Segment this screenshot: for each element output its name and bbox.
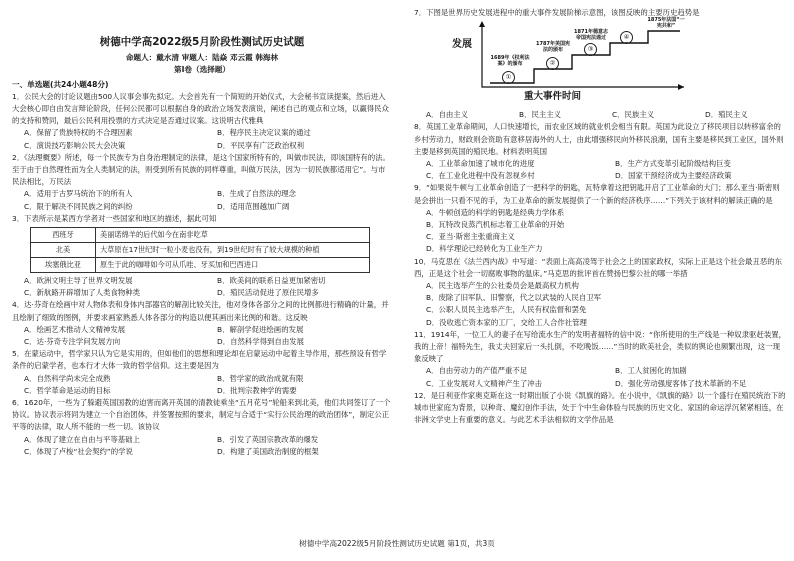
option-c[interactable]: C．限于解决不同民族之间的纠纷 xyxy=(24,201,133,211)
option-b[interactable]: B．生产方式变革引起阶级结构巨变 xyxy=(615,159,731,169)
option-d[interactable]: D．殖民主义 xyxy=(705,110,748,120)
option-a[interactable]: A．欧洲文明主导了世界文明发展 xyxy=(24,276,133,286)
option-b[interactable]: B．哲学家的政治成就有限 xyxy=(217,373,304,383)
step-3-label: 1871年德意志帝国宪法通过 xyxy=(574,29,608,42)
question-1-stem: 1．公民大会的讨论议题由500人议事会事先拟定。大会首先有一个简短的开始仪式，大会秘书宣读提案，然后进入大会核心即自由发言辩论阶段，任何公民都可以根据自身的政治立场发表演说，阐述自己的观点和立场，以赢得民众的支持和赞同，最后公民利用投票的方式决定是否通过议案。这说明古代雅典 xyxy=(12,91,389,126)
question-6-stem: 6．1620年，一些为了躲避英国国教的迫害而离开英国的清教徒乘坐“五月花号”轮船来到北美，他们共同签订了一个协议。协议表示将同为建立一个自治团体，并签署按照的要求，制定与合适于“实行公民治理的政治团体”，制定公正平等的法律，取人所不能的一些一切。该协议 xyxy=(12,398,391,432)
option-b[interactable]: B．废除了旧军队、旧警察，代之以武装的人民自卫军 xyxy=(426,293,602,303)
option-a[interactable]: A．民主选举产生的公社委员会是最高权力机构 xyxy=(426,281,579,291)
question-11-stem: 11．1914年，一位工人的妻子在写给流水生产的发明者福特的信中说：“你所使用的生产线是一种奴隶驱赶装置，我的上帝！福特先生，我丈夫回家后一头扎倒，不吃晚饭……”当时的欧美社会，类似的舆论也频繁出现，这一现象反映了 xyxy=(414,329,787,364)
option-b[interactable]: B．民主主义 xyxy=(519,110,562,120)
option-a[interactable]: A．自由主义 xyxy=(426,110,469,120)
question-3-options xyxy=(12,275,392,299)
question-2-stem: 2．《法理概要》所述，每一个民族专为自身治理制定的法律，是这个国家所特有的，叫做市民法，即该国特有的法。至于由于自然理性而为全人类制定的法，则受到所有民族的同样尊重，叫做万民法，因为一切民族都适用它”。与市民法相比，万民法 xyxy=(12,152,390,187)
question-3-table xyxy=(30,227,370,273)
option-b[interactable]: B．生成了自然法的理念 xyxy=(217,189,296,199)
question-1-options xyxy=(12,127,392,151)
step-3-number: ③ xyxy=(584,43,597,56)
option-d[interactable]: D．科学理论已经转化为工业生产力 xyxy=(426,244,543,254)
table-cell: 西班牙 xyxy=(31,228,96,243)
option-c[interactable]: C．哲学革命是运动的目标 xyxy=(24,385,111,395)
question-10-options xyxy=(414,280,786,329)
question-3-stem: 3．下表所示是某西方学者对一些国家和地区的描述，据此可知 xyxy=(12,213,217,223)
page-footer: 树德中学高2022级5月阶段性测试历史试题 第1页，共3页 xyxy=(299,539,495,548)
option-c[interactable]: C．民族主义 xyxy=(612,110,655,120)
question-2-options xyxy=(12,188,392,212)
option-a[interactable]: A．适用于古罗马统治下的所有人 xyxy=(24,189,133,199)
option-b[interactable]: B．欧美间的联系日益更加紧密切 xyxy=(217,276,326,286)
staircase-diagram xyxy=(452,17,694,105)
option-c[interactable]: C．演说技巧影响公民大会决策 xyxy=(24,140,126,150)
option-d[interactable]: D．国家干预经济成为主要经济政策 xyxy=(615,171,732,181)
option-c[interactable]: C．在工业化进程中没有忽视乡村 xyxy=(426,171,535,181)
option-c[interactable]: C．体现了卢梭“社会契约”的学说 xyxy=(24,446,133,456)
chart-x-label: 重大事件时间 xyxy=(524,91,582,103)
option-d[interactable]: D．殖民活动促进了原住民增多 xyxy=(217,288,319,298)
question-8-options xyxy=(414,158,786,182)
option-a[interactable]: A．自然科学尚未完全成熟 xyxy=(24,373,111,383)
option-d[interactable]: D．平民享有广泛政治权利 xyxy=(217,140,304,150)
exam-title: 树德中学高2022级5月阶段性测试历史试题 xyxy=(99,36,305,48)
table-row xyxy=(31,228,370,243)
option-a[interactable]: A．工业革命加速了城市化的进度 xyxy=(426,159,535,169)
option-a[interactable]: A．体现了建立在自由与平等基础上 xyxy=(24,434,140,444)
question-5-options xyxy=(12,373,392,397)
chart-y-label: 发展 xyxy=(452,39,472,51)
step-2-label: 1787年美国宪法的颁布 xyxy=(536,41,570,54)
option-a[interactable]: A．保留了贵族特权的不合理因素 xyxy=(24,128,133,138)
table-cell: 北美 xyxy=(31,243,96,258)
option-c[interactable]: C．公职人员民主选举产生，人民有权监督和罢免 xyxy=(426,305,587,315)
step-1-number: ① xyxy=(502,71,515,84)
option-d[interactable]: D．自然科学得到自由发展 xyxy=(217,337,304,347)
table-cell: 原生于此的咖啡如今可从爪哇、牙买加和巴西进口 xyxy=(96,258,370,273)
option-c[interactable]: C．达·芬奇专注学问发展方向 xyxy=(24,337,121,347)
option-b[interactable]: B．程序民主决定议案的通过 xyxy=(217,128,311,138)
question-7-options xyxy=(414,109,786,121)
question-4-options xyxy=(12,324,392,348)
question-10-stem: 10．马克思在《法兰西内战》中写道：“表面上高高凌驾于社会之上的国家政权，实际上正是这个社会最丑恶的东西，正是这个社会一切腐败事物的温床。”马克思的批评首在赞扬巴黎公社的哪一举措 xyxy=(414,256,782,278)
table-cell: 埃塞俄比亚 xyxy=(31,258,96,273)
step-4-number: ④ xyxy=(620,31,633,44)
option-c[interactable]: C．亚当·斯密主张重商主义 xyxy=(426,232,515,242)
step-1-label: 1689年《权利法案》的颁布 xyxy=(490,55,530,68)
option-b[interactable]: B．解剖学促进绘画的发展 xyxy=(217,324,304,334)
option-a[interactable]: A．自由劳动力的产值严重不足 xyxy=(426,366,528,376)
step-2-number: ② xyxy=(546,57,559,70)
option-d[interactable]: D．适用范围越加广阔 xyxy=(217,201,290,211)
table-cell: 美丽诺绵羊的后代如今在南非吃草 xyxy=(96,228,370,243)
option-c[interactable]: C．新航路开辟增加了人类食物种类 xyxy=(24,288,141,298)
question-6-options xyxy=(12,434,392,458)
option-b[interactable]: B．瓦特改良蒸汽机标志着工业革命的开始 xyxy=(426,220,565,230)
option-d[interactable]: D．强化劳动强度客体了技术革新的不足 xyxy=(615,378,747,388)
option-c[interactable]: C．工业发展对人文精神产生了冲击 xyxy=(426,378,543,388)
option-a[interactable]: A．牛顿创造的科学的钥匙是经典力学体系 xyxy=(426,207,565,217)
question-8-stem: 8．英国工业革命期间，人口快速增长，而农业区域的就业机会相当有限。英国为此设立了移民项目以转移富余的乡村劳动力，财政则会资助有意移居海外的人士，由此增强移民向外移民浪潮，国有主要是移民到工业区，国外则主要是移到英国的殖民地。材料表明英国 xyxy=(414,122,784,156)
option-b[interactable]: B．引发了英国宗教改革的爆发 xyxy=(217,434,319,444)
question-5-stem: 5．在蒙运动中，哲学家只认为它是实用的，但如他们的思想和理论却在启蒙运动中起着主导作用，那些预设有哲学条件的启蒙学者，也本行才大体一致的哲学信仰。这主要是因为 xyxy=(12,349,387,371)
option-b[interactable]: B．工人贫困化的加剧 xyxy=(615,366,687,376)
table-cell: 大草原在17世纪时一粒小麦也没有，到19世纪时有了较大规模的种植 xyxy=(96,243,370,258)
step-4-label: 1875年法国“一宪共和” xyxy=(647,17,685,30)
section-heading: 一、单选题(共24小题48分) xyxy=(12,79,109,89)
question-4-stem: 4．达·芬奇在绘画中对人物体表和身体内部器官的解剖比较关注，他对身体各部分之间的比例都进行精确的计量，并且绘制了细致的图例，并要求画家熟悉人体各部分的构造以便其画出来比例的和谐。这反映 xyxy=(12,300,389,322)
right-column xyxy=(414,7,786,426)
option-d[interactable]: D．构建了美国政治制度的框架 xyxy=(217,446,319,456)
question-9-options xyxy=(414,207,786,256)
question-11-options xyxy=(414,365,786,389)
option-d[interactable]: D．批判宗教神学的需要 xyxy=(217,385,297,395)
question-7-stem: 7．下图是世界历史发展进程中的重大事件发展阶梯示意图，该图反映的主要历史趋势是 xyxy=(414,8,700,17)
option-a[interactable]: A．绘画艺术推动人文精神发展 xyxy=(24,324,126,334)
exam-authors: 命题人：戴水清 审题人：陆焱 邓云霞 韩海林 xyxy=(125,53,279,63)
option-d[interactable]: D．没收逃亡资本家的工厂，交给工人合作社管理 xyxy=(426,317,587,327)
table-row xyxy=(31,243,370,258)
table-row xyxy=(31,258,370,273)
question-12-stem: 12．是日利亚作家奥克斯在这一时期出版了小说《凯旗的路》。在小说中，《凯旗的路》以一个盛行在殖民统治下的城市世家庭为背景，以种奇、魔幻创作手法，处于个中生命体验与民族的历史文化、家国的命运浮沉紧紧相连，在非洲文学史上有重要的意义。与此艺术手法相似的文学作品是 xyxy=(414,390,786,425)
question-9-stem: 9．“如果说牛顿与工业革命创造了一把科学的钥匙，瓦特拿着这把钥匙开启了工业革命的大门；那么亚当·斯密则是会拼出一只看不见的手，为工业革命的新发展提供了一个新的经济秩序……”下列关于该材料的解读正确的是 xyxy=(414,183,780,205)
volume-label: 第Ⅰ卷（选择题） xyxy=(174,65,230,75)
left-column xyxy=(12,30,392,458)
